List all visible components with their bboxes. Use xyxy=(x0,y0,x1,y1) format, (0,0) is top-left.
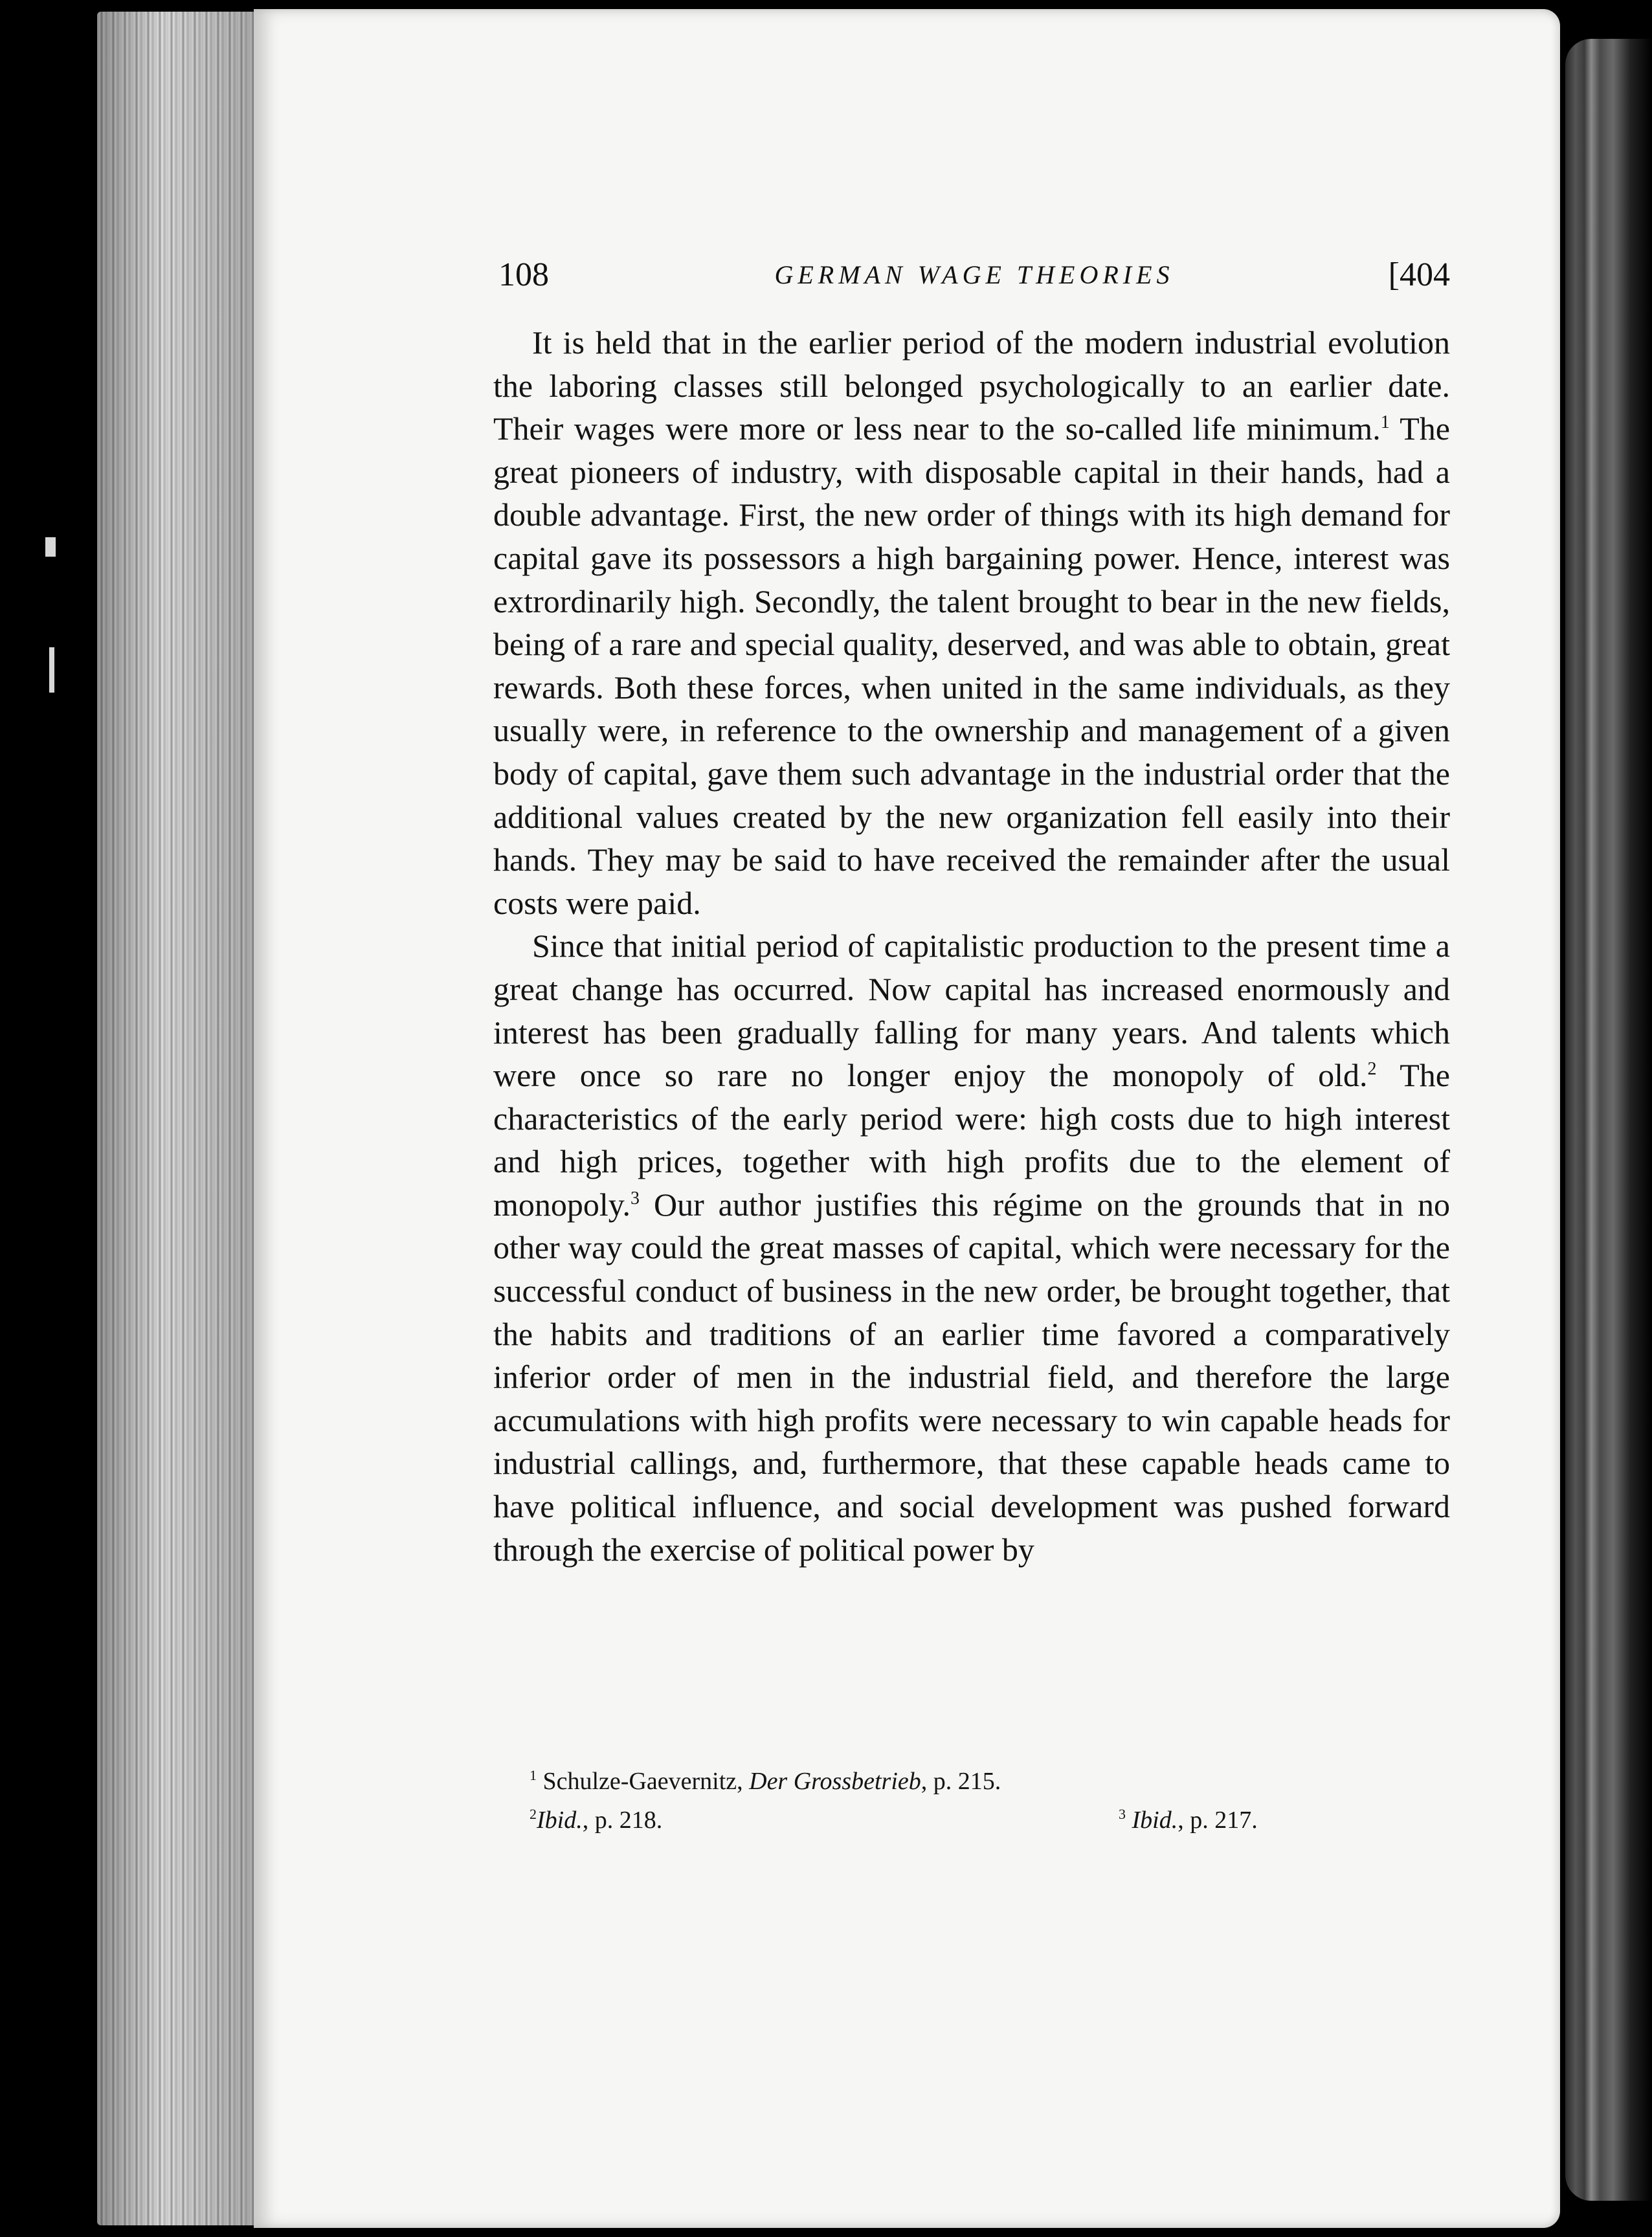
footnote-1 xyxy=(530,1767,1449,1806)
footnote-3-number: 3 xyxy=(1119,1806,1126,1822)
running-title: GERMAN WAGE THEORIES xyxy=(774,260,1174,289)
footnote-ref-2: 2 xyxy=(1367,1059,1377,1080)
paragraph-2 xyxy=(493,924,1450,1571)
footnote-2 xyxy=(530,1807,662,1834)
paragraph-1 xyxy=(493,321,1450,924)
paragraph-1-text-b: The great pioneers of industry, with disposable capital in their hands, had a double advantage. First, the new order of things with its high demand for capital gave its possessors a high bargaining power. Hence, interest was extrordinarily high. Secondly, the talent brought to bear in the new fields, being of a rare and special quality, deserved, and was able to obtain, great rewards. Both these forces, when united in the same individuals, as they usually were, in reference to the ownership and management of a given body of capital, gave them such advantage in the industrial order that the additional values created by the new organization fell easily into their hands. They may be said to have received the remainder after the usual costs were paid. xyxy=(493,410,1450,921)
footnote-3 xyxy=(1119,1806,1258,1834)
paragraph-1-text-a: It is held that in the earlier period of the modern industrial evolution the laboring classes still belonged psychologically to an earlier date. Their wages were more or less near to the so-called life minimum. xyxy=(493,324,1450,447)
footnote-3-work: Ibid. xyxy=(1126,1807,1178,1834)
binding-mark xyxy=(49,647,54,693)
page-edges-shadow xyxy=(97,12,259,2225)
footnote-ref-3: 3 xyxy=(631,1188,640,1208)
book-right-edge xyxy=(1565,39,1652,2201)
footnote-1-author: Schulze-Gaevernitz, xyxy=(537,1768,750,1795)
page-number: 108 xyxy=(498,256,549,293)
paragraph-2-text-b: The characteristics of the early period were: high costs due to high interest and high prices, together with high profits due to the element of monopoly. xyxy=(493,1057,1450,1223)
footnote-1-page: , p. 215. xyxy=(921,1768,1001,1795)
footnotes xyxy=(530,1767,1449,1845)
footnote-2-page: , p. 218. xyxy=(582,1807,663,1834)
footnote-1-number: 1 xyxy=(530,1767,537,1783)
footnote-ref-1: 1 xyxy=(1380,412,1390,433)
footnote-line-2 xyxy=(530,1806,1449,1845)
body-text xyxy=(493,321,1450,1571)
footnote-2-work: Ibid. xyxy=(537,1807,583,1834)
running-head xyxy=(498,256,1450,301)
footnote-1-work: Der Grossbetrieb xyxy=(749,1768,921,1795)
original-page-number: [404 xyxy=(1388,256,1450,293)
binding-mark xyxy=(45,537,56,557)
footnote-2-number: 2 xyxy=(530,1806,537,1822)
paragraph-2-text-a: Since that initial period of capitalistic production to the present time a great change has occurred. Now capital has increased enormously and interest has been gradually falling for many years. And talents which were once so rare no longer enjoy the monopoly of old. xyxy=(493,928,1450,1094)
paragraph-2-text-c: Our author justifies this régime on the grounds that in no other way could the great masses of capital, which were necessary for the successful conduct of business in the new order, be brought together, that the habits and traditions of an earlier time favored a comparatively inferior order of men in the industrial field, and therefore the large accumulations with high profits were necessary to win capable heads for industrial callings, and, furthermore, that these capable heads came to have political influence, and social development was pushed forward through the exercise of political power by xyxy=(493,1186,1450,1568)
footnote-3-page: , p. 217. xyxy=(1178,1807,1258,1834)
